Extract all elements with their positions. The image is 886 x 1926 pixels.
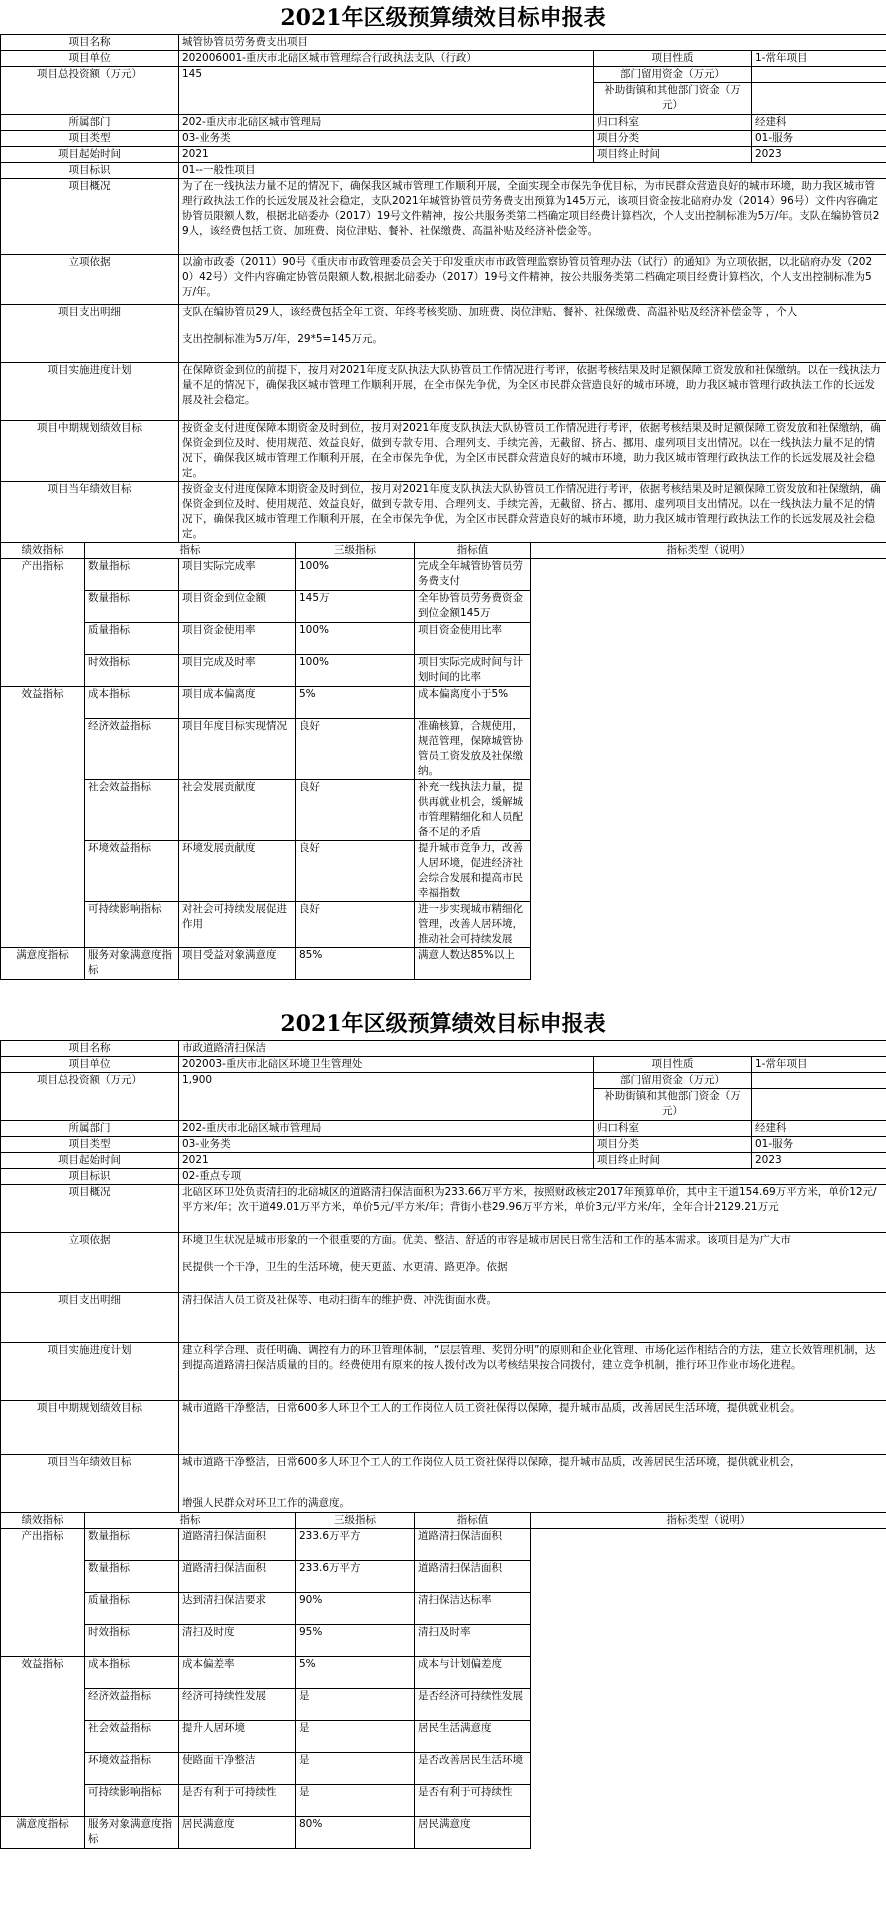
label-basis: 立项依据	[1, 1233, 179, 1293]
label-detail: 项目支出明细	[1, 1293, 179, 1343]
metric-level3: 居民满意度	[179, 1817, 296, 1849]
metric-value: 100%	[296, 655, 415, 687]
metric-level2: 质量指标	[85, 1593, 179, 1625]
metric-value: 5%	[296, 687, 415, 719]
metric-value: 良好	[296, 902, 415, 948]
value-name: 城管协管员劳务费支出项目	[179, 35, 886, 51]
value-office: 经建科	[752, 1121, 886, 1137]
label-name: 项目名称	[1, 1041, 179, 1057]
metric-level3: 对社会可持续发展促进作用	[179, 902, 296, 948]
label-subsidy: 补助街镇和其他部门资金（万元）	[594, 83, 752, 115]
metric-type: 进一步实现城市精细化管理，改善人居环境，推动社会可持续发展	[415, 902, 531, 948]
detail-line-2: 支出控制标准为5万/年，29*5=145万元。	[182, 333, 383, 345]
metric-value: 5%	[296, 1657, 415, 1689]
value-dept: 202-重庆市北碚区城市管理局	[179, 1121, 594, 1137]
label-annual: 项目当年绩效目标	[1, 1455, 179, 1513]
page-title: 2021年区级预算绩效目标申报表	[280, 5, 606, 31]
value-retained	[752, 1073, 886, 1089]
header-level3: 三级指标	[296, 543, 415, 559]
metric-level3: 项目年度目标实现情况	[179, 719, 296, 780]
metric-type: 成本偏离度小于5%	[415, 687, 531, 719]
metric-level3: 项目实际完成率	[179, 559, 296, 591]
metric-value: 100%	[296, 559, 415, 591]
metric-type: 是否经济可持续性发展	[415, 1689, 531, 1721]
value-total: 145	[179, 67, 594, 115]
metric-type: 居民生活满意度	[415, 1721, 531, 1753]
metric-value: 是	[296, 1753, 415, 1785]
detail-line-1: 支队在编协管员29人，该经费包括全年工资、年终考核奖励、加班费、岗位津贴、餐补、社保缴费、高温补贴及经济补偿金等 ，个人	[182, 306, 798, 318]
metric-row	[1, 1657, 886, 1689]
label-category: 项目分类	[594, 1137, 752, 1153]
header-type: 指标类型（说明）	[531, 543, 886, 559]
metric-level2: 时效指标	[85, 1625, 179, 1657]
label-office: 归口科室	[594, 115, 752, 131]
label-end: 项目终止时间	[594, 1153, 752, 1169]
metric-row	[1, 1561, 886, 1593]
metric-level2: 数量指标	[85, 1561, 179, 1593]
metric-level1: 满意度指标	[1, 948, 85, 980]
metric-value: 80%	[296, 1817, 415, 1849]
metric-value: 良好	[296, 719, 415, 780]
value-category: 01-服务	[752, 131, 886, 147]
label-detail: 项目支出明细	[1, 305, 179, 363]
metric-value: 85%	[296, 948, 415, 980]
metric-row	[1, 841, 886, 902]
value-category: 01-服务	[752, 1137, 886, 1153]
metric-value: 良好	[296, 780, 415, 841]
label-mark: 项目标识	[1, 1169, 179, 1185]
metric-value: 233.6万平方	[296, 1561, 415, 1593]
metric-type: 是否改善居民生活环境	[415, 1753, 531, 1785]
sheet-2	[0, 1006, 886, 1849]
value-overview: 为了在一线执法力量不足的情况下，确保我区城市管理工作顺利开展，全面实现全市保先争优目标，为市民群众营造良好的城市环境，助力我区城市管理行政执法工作的长远发展及社会稳定，支队2021年城管协管员劳务费支出预算为145万元，该项目资金按北碚府办发（2014）96号）文件内容确定协管员限额人数，根据北碚委办（2017）19号文件精神，按公共服务类第二档确定项目经费计算档次，个人支出控制标准为5万/年。支队在编协管员29人，该经费包括工资、加班费、岗位津贴、餐补、社保缴费、高温补贴及经济补偿金等。	[179, 179, 886, 255]
metric-level3: 项目资金使用率	[179, 623, 296, 655]
header-value: 指标值	[415, 543, 531, 559]
label-type: 项目类型	[1, 131, 179, 147]
metric-type: 全年协管员劳务费资金到位金额145万	[415, 591, 531, 623]
label-plan: 项目实施进度计划	[1, 363, 179, 421]
header-level1: 指标	[85, 543, 296, 559]
metric-level3: 清扫及时度	[179, 1625, 296, 1657]
metric-type: 居民满意度	[415, 1817, 531, 1849]
value-midterm: 按资金支付进度保障本期资金及时到位，按月对2021年度支队执法大队协管员工作情况进行考评，依据考核结果及时足额保障工资发放和社保缴纳，确保资金到位及时、使用规范、效益良好，做到专款专用、合理列支、手续完善，无截留、挤占、挪用、虚列项目支出情况。以在一线执法力量不足的情况下，确保我区城市管理工作顺利开展，在全市保先争优，为全区市民群众营造良好的城市环境，助力我区城市管理行政执法工作的长远发展及社会稳定。	[179, 421, 886, 482]
header-level1: 指标	[85, 1513, 296, 1529]
metric-level2: 经济效益指标	[85, 1689, 179, 1721]
value-mark: 01--一般性项目	[179, 163, 886, 179]
metric-level2: 环境效益指标	[85, 1753, 179, 1785]
metric-type: 项目实际完成时间与计划时间的比率	[415, 655, 531, 687]
metric-level1: 产出指标	[1, 1529, 85, 1657]
metric-value: 233.6万平方	[296, 1529, 415, 1561]
metric-level1: 满意度指标	[1, 1817, 85, 1849]
metric-level2: 数量指标	[85, 591, 179, 623]
basis-line-2: 民提供一个干净，卫生的生活环境，使天更蓝、水更清、路更净。依据	[182, 1261, 508, 1273]
label-total: 项目总投资额（万元）	[1, 67, 179, 115]
metric-row	[1, 655, 886, 687]
info-table	[0, 34, 886, 543]
metric-value: 良好	[296, 841, 415, 902]
label-plan: 项目实施进度计划	[1, 1343, 179, 1401]
label-name: 项目名称	[1, 35, 179, 51]
metric-value: 是	[296, 1689, 415, 1721]
metric-row	[1, 902, 886, 948]
metrics-table	[0, 1512, 886, 1849]
metric-level3: 项目资金到位金额	[179, 591, 296, 623]
value-mark: 02-重点专项	[179, 1169, 886, 1185]
metric-type: 清扫及时率	[415, 1625, 531, 1657]
value-annual	[179, 1455, 886, 1513]
metric-row	[1, 559, 886, 591]
label-mark: 项目标识	[1, 163, 179, 179]
value-type: 03-业务类	[179, 131, 594, 147]
metric-level2: 时效指标	[85, 655, 179, 687]
metric-level3: 项目完成及时率	[179, 655, 296, 687]
info-table	[0, 1040, 886, 1513]
label-overview: 项目概况	[1, 1185, 179, 1233]
metric-value: 95%	[296, 1625, 415, 1657]
label-type: 项目类型	[1, 1137, 179, 1153]
metric-level3: 道路清扫保洁面积	[179, 1529, 296, 1561]
metric-type: 清扫保洁达标率	[415, 1593, 531, 1625]
metric-value: 100%	[296, 623, 415, 655]
metric-type: 是否有利于可持续性	[415, 1785, 531, 1817]
metric-row	[1, 1529, 886, 1561]
metric-row	[1, 687, 886, 719]
value-basis	[179, 1233, 886, 1293]
metric-level1: 效益指标	[1, 687, 85, 948]
label-retained: 部门留用资金（万元）	[594, 67, 752, 83]
metric-value: 145万	[296, 591, 415, 623]
metric-type: 补充一线执法力量，提供再就业机会，缓解城市管理精细化和人员配备不足的矛盾	[415, 780, 531, 841]
metric-type: 提升城市竞争力，改善人居环境，促进经济社会综合发展和提高市民幸福指数	[415, 841, 531, 902]
label-category: 项目分类	[594, 131, 752, 147]
value-detail: 清扫保洁人员工资及社保等、电动扫街车的维护费、冲洗街面水费。	[179, 1293, 886, 1343]
metric-value: 是	[296, 1785, 415, 1817]
value-name: 市政道路清扫保洁	[179, 1041, 886, 1057]
value-start: 2021	[179, 147, 594, 163]
metric-row	[1, 1817, 886, 1849]
metric-level2: 质量指标	[85, 623, 179, 655]
metric-level3: 项目受益对象满意度	[179, 948, 296, 980]
label-perf: 绩效指标	[1, 543, 85, 559]
value-office: 经建科	[752, 115, 886, 131]
label-perf: 绩效指标	[1, 1513, 85, 1529]
value-unit: 202006001-重庆市北碚区城市管理综合行政执法支队（行政）	[179, 51, 594, 67]
header-type: 指标类型（说明）	[531, 1513, 886, 1529]
metric-level2: 可持续影响指标	[85, 1785, 179, 1817]
metric-row	[1, 1593, 886, 1625]
label-nature: 项目性质	[594, 1057, 752, 1073]
label-total: 项目总投资额（万元）	[1, 1073, 179, 1121]
header-value: 指标值	[415, 1513, 531, 1529]
metric-level2: 服务对象满意度指标	[85, 948, 179, 980]
annual-line-2: 增强人民群众对环卫工作的满意度。	[182, 1497, 350, 1509]
metric-row	[1, 623, 886, 655]
value-unit: 202003-重庆市北碚区环境卫生管理处	[179, 1057, 594, 1073]
label-subsidy: 补助街镇和其他部门资金（万元）	[594, 1089, 752, 1121]
annual-line-1: 城市道路干净整洁，日常600多人环卫个工人的工作岗位人员工资社保得以保障，提升城市品质，改善居民生活环境，提供就业机会，	[182, 1456, 801, 1468]
metric-row	[1, 1753, 886, 1785]
label-unit: 项目单位	[1, 1057, 179, 1073]
metric-level3: 项目成本偏离度	[179, 687, 296, 719]
value-nature: 1-常年项目	[752, 1057, 886, 1073]
metric-row	[1, 948, 886, 980]
label-annual: 项目当年绩效目标	[1, 482, 179, 543]
metric-type: 道路清扫保洁面积	[415, 1561, 531, 1593]
value-type: 03-业务类	[179, 1137, 594, 1153]
value-detail	[179, 305, 886, 363]
metric-level2: 社会效益指标	[85, 780, 179, 841]
metric-level3: 成本偏差率	[179, 1657, 296, 1689]
label-office: 归口科室	[594, 1121, 752, 1137]
label-start: 项目起始时间	[1, 1153, 179, 1169]
value-plan: 建立科学合理、责任明确、调控有力的环卫管理体制，“层层管理、奖罚分明”的原则和企业化管理、市场化运作相结合的方法，建立长效管理机制，达到提高道路清扫保洁质量的目的。经费使用有原来的按人拨付改为以考核结果按合同拨付，建立竞争机制，推行环卫作业市场化进程。	[179, 1343, 886, 1401]
metric-type: 成本与计划偏差度	[415, 1657, 531, 1689]
label-basis: 立项依据	[1, 255, 179, 305]
metric-row	[1, 1721, 886, 1753]
value-annual: 按资金支付进度保障本期资金及时到位，按月对2021年度支队执法大队协管员工作情况进行考评，依据考核结果及时足额保障工资发放和社保缴纳，确保资金到位及时、使用规范、效益良好，做到专款专用、合理列支、手续完善，无截留、挤占、挪用、虚列项目支出情况。以在一线执法力量不足的情况下，确保我区城市管理工作顺利开展，在全市保先争优，为全区市民群众营造良好的城市环境，助力我区城市管理行政执法工作的长远发展及社会稳定。	[179, 482, 886, 543]
metric-level2: 服务对象满意度指标	[85, 1817, 179, 1849]
label-dept: 所属部门	[1, 115, 179, 131]
header-level3: 三级指标	[296, 1513, 415, 1529]
basis-line-1: 环境卫生状况是城市形象的一个很重要的方面。优美、整洁、舒适的市容是城市居民日常生活和工作的基本需求。该项目是为广大市	[182, 1234, 791, 1246]
metric-level2: 社会效益指标	[85, 1721, 179, 1753]
metric-level3: 道路清扫保洁面积	[179, 1561, 296, 1593]
value-overview: 北碚区环卫处负责清扫的北碚城区的道路清扫保洁面积为233.66万平方米，按照财政核定2017年预算单价，其中主干道154.69万平方米，单价12元/平方米/年；次干道49.01万平方米，单价5元/平方米/年；背街小巷29.96万平方米，单价3元/平方米/年，全年合计2129.21万元	[179, 1185, 886, 1233]
label-midterm: 项目中期规划绩效目标	[1, 421, 179, 482]
value-nature: 1-常年项目	[752, 51, 886, 67]
label-nature: 项目性质	[594, 51, 752, 67]
value-subsidy	[752, 83, 886, 115]
metric-level3: 达到清扫保洁要求	[179, 1593, 296, 1625]
page-title: 2021年区级预算绩效目标申报表	[280, 1011, 606, 1037]
label-retained: 部门留用资金（万元）	[594, 1073, 752, 1089]
metric-type: 项目资金使用比率	[415, 623, 531, 655]
label-unit: 项目单位	[1, 51, 179, 67]
value-retained	[752, 67, 886, 83]
value-start: 2021	[179, 1153, 594, 1169]
metric-level2: 数量指标	[85, 559, 179, 591]
metric-level3: 提升人居环境	[179, 1721, 296, 1753]
metric-level2: 成本指标	[85, 1657, 179, 1689]
value-end: 2023	[752, 1153, 886, 1169]
metric-level3: 是否有利于可持续性	[179, 1785, 296, 1817]
metric-level2: 经济效益指标	[85, 719, 179, 780]
label-end: 项目终止时间	[594, 147, 752, 163]
value-end: 2023	[752, 147, 886, 163]
metric-row	[1, 1689, 886, 1721]
metric-level2: 数量指标	[85, 1529, 179, 1561]
metric-row	[1, 1625, 886, 1657]
metric-type: 道路清扫保洁面积	[415, 1529, 531, 1561]
label-start: 项目起始时间	[1, 147, 179, 163]
metric-level2: 成本指标	[85, 687, 179, 719]
label-dept: 所属部门	[1, 1121, 179, 1137]
metric-row	[1, 719, 886, 780]
metric-level1: 产出指标	[1, 559, 85, 687]
metric-level3: 环境发展贡献度	[179, 841, 296, 902]
metric-value: 是	[296, 1721, 415, 1753]
metric-level2: 可持续影响指标	[85, 902, 179, 948]
value-midterm: 城市道路干净整洁，日常600多人环卫个工人的工作岗位人员工资社保得以保障，提升城市品质，改善居民生活环境，提供就业机会。	[179, 1401, 886, 1455]
metric-type: 满意人数达85%以上	[415, 948, 531, 980]
metric-level3: 社会发展贡献度	[179, 780, 296, 841]
metric-row	[1, 591, 886, 623]
value-basis: 以渝市政委（2011）90号《重庆市市政管理委员会关于印发重庆市市政管理监察协管员管理办法（试行）的通知》为立项依据，以北碚府办发（2020）42号）文件内容确定协管员限额人数,根据北碚委办（2017）19号文件精神，按公共服务类第二档确定项目经费计算档次，个人支出控制标准为5万/年。	[179, 255, 886, 305]
value-plan: 在保障资金到位的前提下，按月对2021年度支队执法大队协管员工作情况进行考评，依据考核结果及时足额保障工资发放和社保缴纳。以在一线执法力量不足的情况下，确保我区城市管理工作顺利开展，在全市保先争优，为全区市民群众营造良好的城市环境，助力我区城市管理行政执法工作的长远发展及社会稳定。	[179, 363, 886, 421]
value-subsidy	[752, 1089, 886, 1121]
metric-level1: 效益指标	[1, 1657, 85, 1817]
metric-row	[1, 780, 886, 841]
metric-value: 90%	[296, 1593, 415, 1625]
metric-level3: 经济可持续性发展	[179, 1689, 296, 1721]
label-midterm: 项目中期规划绩效目标	[1, 1401, 179, 1455]
value-dept: 202-重庆市北碚区城市管理局	[179, 115, 594, 131]
metric-type: 准确核算，合规使用，规范管理，保障城管协管员工资发放及社保缴纳。	[415, 719, 531, 780]
metric-type: 完成全年城管协管员劳务费支付	[415, 559, 531, 591]
value-total: 1,900	[179, 1073, 594, 1121]
metric-level3: 使路面干净整洁	[179, 1753, 296, 1785]
metrics-table	[0, 542, 886, 980]
metric-row	[1, 1785, 886, 1817]
metric-level2: 环境效益指标	[85, 841, 179, 902]
label-overview: 项目概况	[1, 179, 179, 255]
